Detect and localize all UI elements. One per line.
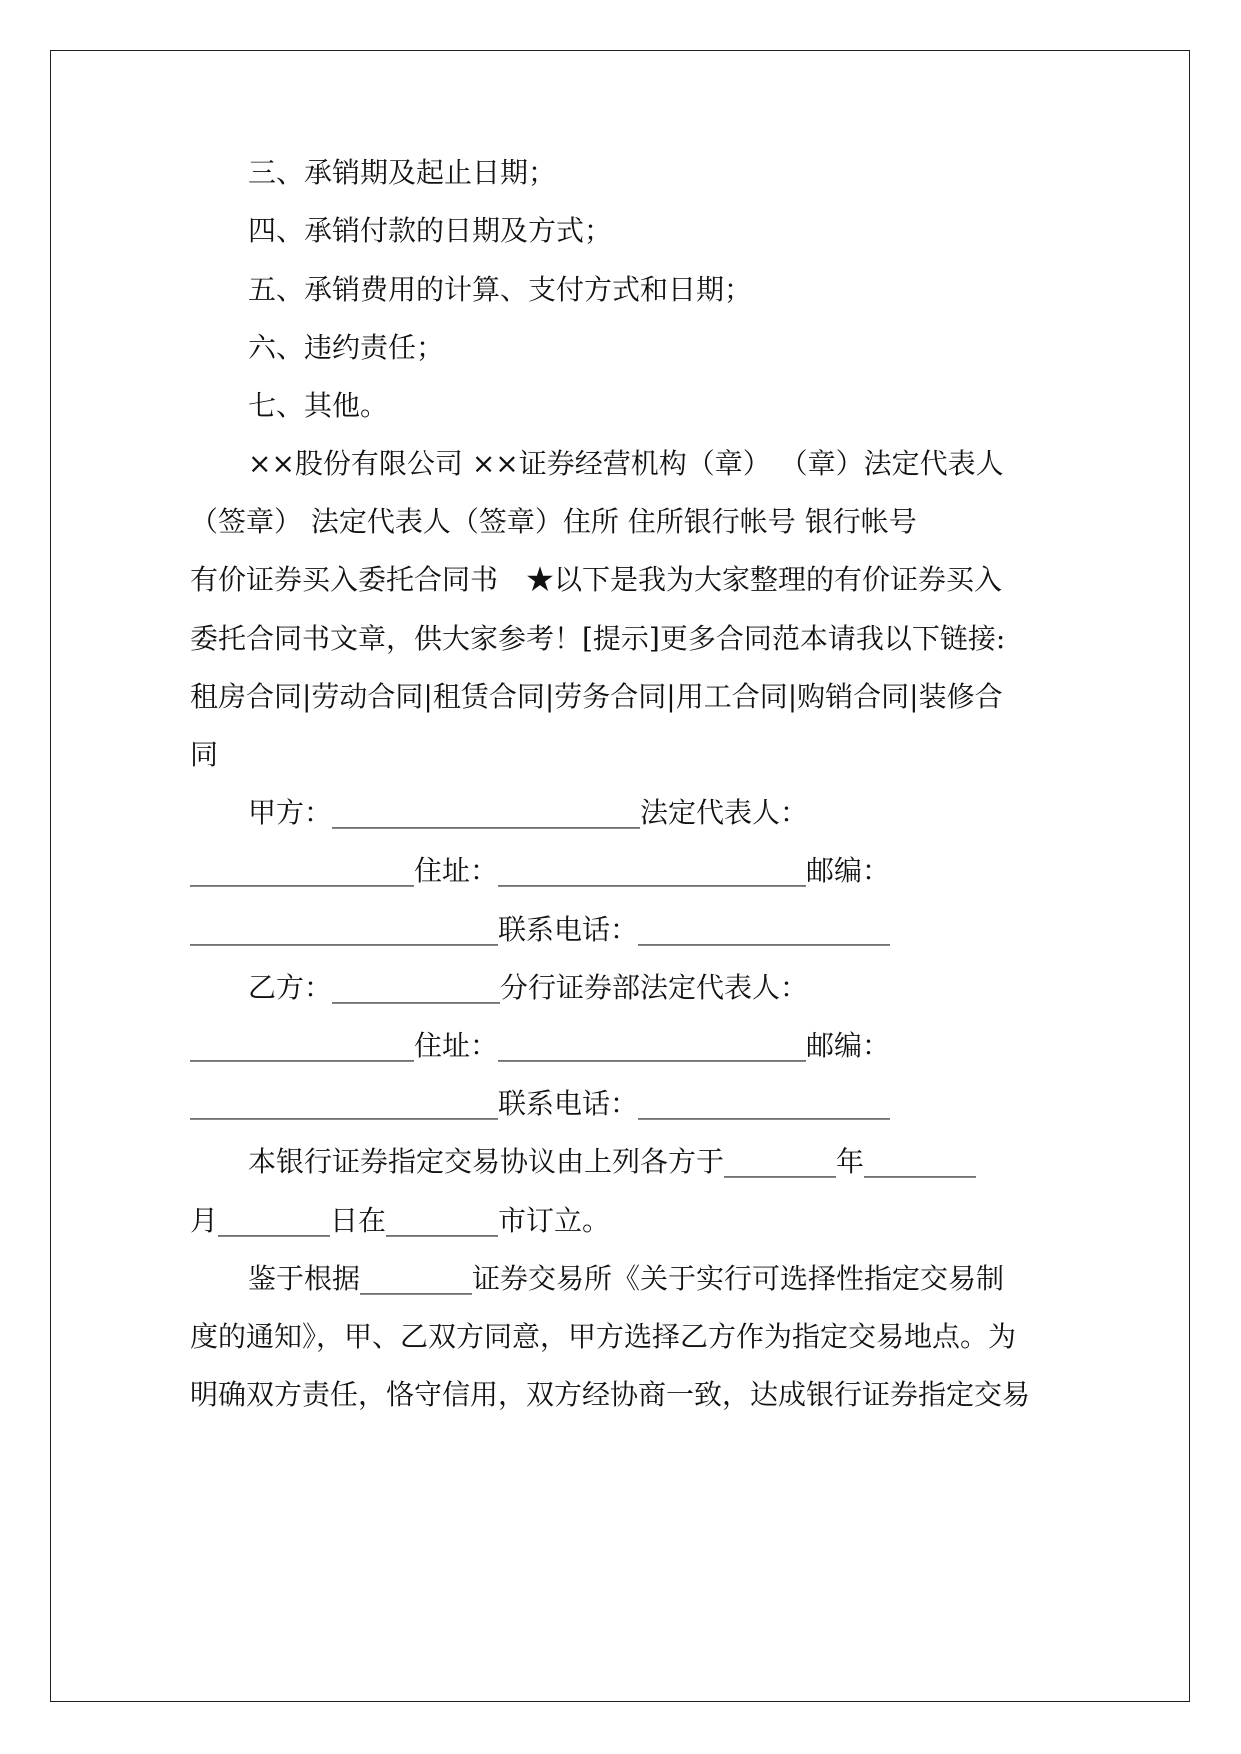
signature-block-line-2: （签章） 法定代表人（签章）住所 住所银行帐号 银行帐号 <box>190 505 917 538</box>
clause-7: 七、其他。 <box>248 389 389 422</box>
related-links-line-end: 同 <box>190 738 219 771</box>
clause-4: 四、承销付款的日期及方式； <box>248 214 613 247</box>
party-a-line: 甲方：______________________法定代表人： <box>248 796 809 829</box>
party-a-address-line: ________________住址：______________________邮编： <box>190 854 891 887</box>
party-b-line: 乙方：____________分行证券部法定代表人： <box>248 971 809 1004</box>
party-a-phone-line: ______________________联系电话：__________________ <box>190 913 891 946</box>
clause-6: 六、违约责任； <box>248 331 445 364</box>
signature-block-line-1: ××股份有限公司 ××证券经营机构（章） （章）法定代表人 <box>248 447 1004 480</box>
related-links-line: 租房合同|劳动合同|租赁合同|劳务合同|用工合同|购销合同|装修合 <box>190 680 1003 713</box>
contract-title-line: 有价证券买入委托合同书 ★以下是我为大家整理的有价证券买入 <box>190 563 1003 596</box>
clause-3: 三、承销期及起止日期； <box>248 156 557 189</box>
intro-text-line: 委托合同书文章，供大家参考！[提示]更多合同范本请我以下链接: <box>190 622 1006 655</box>
party-b-phone-line: ______________________联系电话：__________________ <box>190 1087 891 1120</box>
recital-line-1: 鉴于根据________证券交易所《关于实行可选择性指定交易制 <box>248 1262 1005 1295</box>
party-b-address-line: ________________住址：______________________邮编： <box>190 1029 891 1062</box>
recital-line-3: 明确双方责任，恪守信用，双方经协商一致，达成银行证券指定交易 <box>190 1378 1031 1411</box>
agreement-date-line: 本银行证券指定交易协议由上列各方于________年________ <box>248 1145 977 1178</box>
recital-line-2: 度的通知》，甲、乙双方同意，甲方选择乙方作为指定交易地点。为 <box>190 1320 1017 1353</box>
clause-5: 五、承销费用的计算、支付方式和日期； <box>248 273 753 306</box>
agreement-place-line: 月________日在________市订立。 <box>190 1204 611 1237</box>
